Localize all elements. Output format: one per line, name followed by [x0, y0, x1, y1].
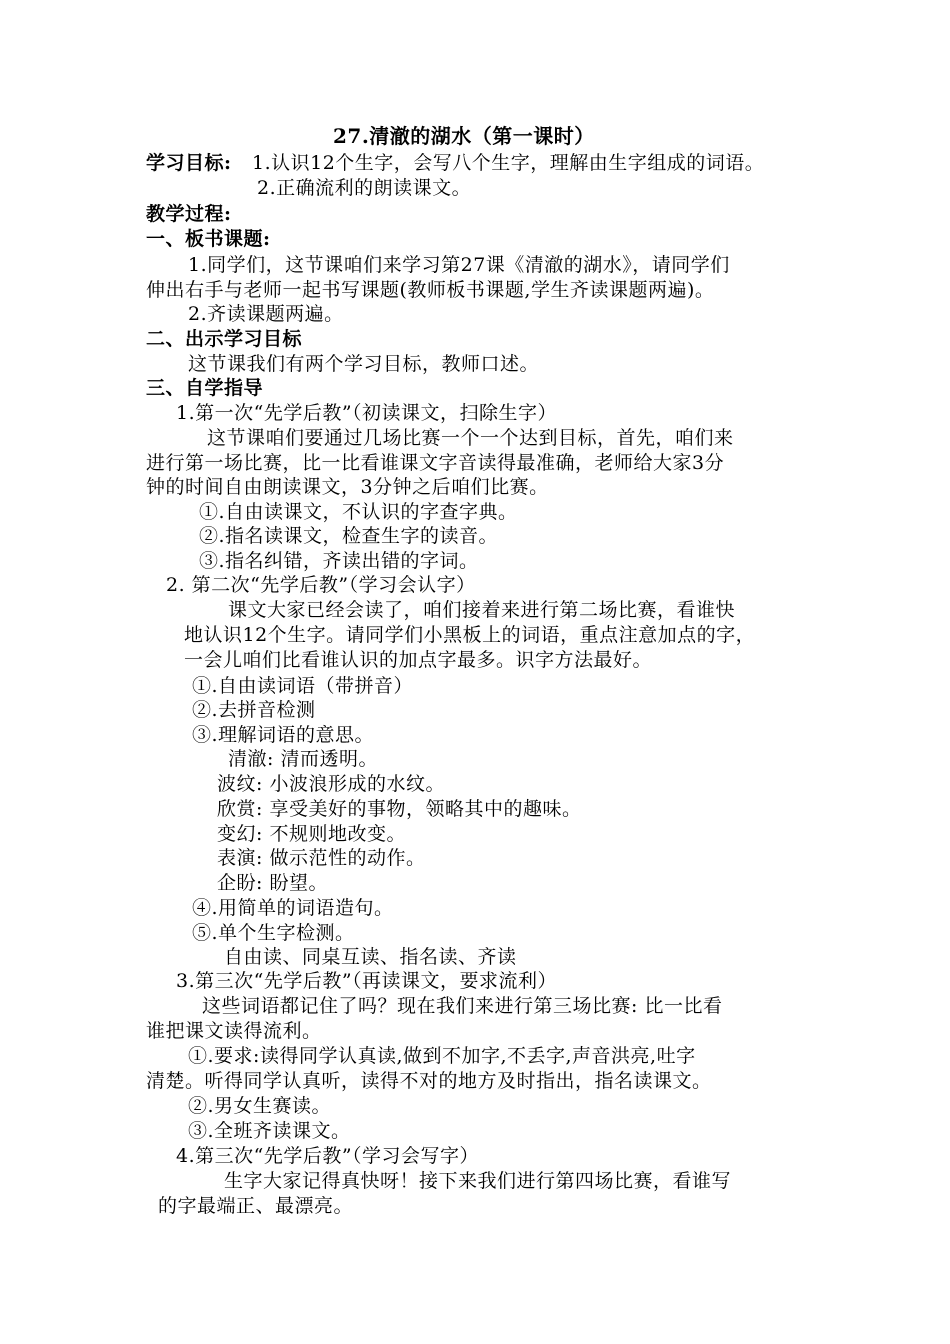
section-2-text: 这节课我们有两个学习目标，教师口述。	[188, 353, 540, 375]
step-1-item: ①.自由读课文，不认识的字查字典。	[199, 501, 518, 523]
section-2-heading: 二、出示学习目标	[146, 328, 303, 350]
step-2-paragraph-line: 一会儿咱们比看谁认识的加点字最多。识字方法最好。	[184, 649, 653, 671]
step-3-item: ②.男女生赛读。	[188, 1095, 332, 1117]
section-1-heading: 一、板书课题:	[146, 228, 271, 250]
word-definition: 波纹: 小波浪形成的水纹。	[217, 773, 445, 795]
step-3-item: ①.要求:读得同学认真读,做到不加字,不丢字,声音洪亮,吐字	[188, 1045, 696, 1067]
step-4-paragraph-line: 的字最端正、最漂亮。	[158, 1195, 354, 1217]
step-2-item: ③.理解词语的意思。	[192, 724, 375, 746]
word-definition: 企盼: 盼望。	[217, 872, 328, 894]
step-2-title: 2. 第二次“先学后教”（学习会认字）	[166, 574, 476, 596]
objectives-label: 学习目标:	[146, 152, 232, 174]
section-1-paragraph-line: 1.同学们，这节课咱们来学习第27课《清澈的湖水》，请同学们	[188, 254, 730, 276]
step-3-title: 3.第三次“先学后教”（再读课文，要求流利）	[176, 970, 558, 992]
step-3-item: ③.全班齐读课文。	[188, 1120, 351, 1142]
step-2-item: ⑤.单个生字检测。	[192, 922, 355, 944]
step-4-title: 4.第三次“先学后教”（学习会写字）	[176, 1145, 480, 1167]
step-2-paragraph-line: 课文大家已经会读了，咱们接着来进行第二场比赛，看谁快	[228, 599, 736, 621]
process-label: 教学过程:	[146, 203, 232, 225]
step-3-paragraph-line: 谁把课文读得流利。	[146, 1020, 322, 1042]
step-2-item: ①.自由读词语（带拼音）	[192, 675, 414, 697]
objective-2: 2.正确流利的朗读课文。	[257, 177, 472, 199]
step-1-title: 1.第一次“先学后教”（初读课文，扫除生字）	[176, 402, 558, 424]
word-definition: 变幻: 不规则地改变。	[217, 823, 406, 845]
step-1-paragraph-line: 这节课咱们要通过几场比赛一个一个达到目标，首先，咱们来	[207, 427, 734, 449]
section-1-item: 2.齐读课题两遍。	[188, 303, 344, 325]
word-definition: 表演: 做示范性的动作。	[217, 847, 426, 869]
word-definition: 欣赏: 享受美好的事物，领略其中的趣味。	[217, 798, 582, 820]
step-4-paragraph-line: 生字大家记得真快呀！接下来我们进行第四场比赛，看谁写	[224, 1170, 732, 1192]
step-2-paragraph-line: 地认识12个生字。请同学们小黑板上的词语，重点注意加点的字，	[184, 624, 756, 646]
step-1-paragraph-line: 钟的时间自由朗读课文，3分钟之后咱们比赛。	[146, 476, 549, 498]
section-1-paragraph-line: 伸出右手与老师一起书写课题(教师板书课题,学生齐读课题两遍)。	[146, 279, 715, 301]
step-2-item: ④.用简单的词语造句。	[192, 897, 394, 919]
step-1-item: ③.指名纠错，齐读出错的字词。	[199, 550, 479, 572]
word-definition: 清澈: 清而透明。	[228, 748, 378, 770]
objective-1: 1.认识12个生字，会写八个生字，理解由生字组成的词语。	[252, 152, 765, 174]
doc-title: 27.清澈的湖水（第一课时）	[333, 124, 595, 148]
step-1-paragraph-line: 进行第一场比赛，比一比看谁课文字音读得最准确，老师给大家3分	[146, 452, 725, 474]
step-2-item: ②.去拼音检测	[192, 699, 316, 721]
step-3-item: 清楚。听得同学认真听，读得不对的地方及时指出，指名读课文。	[146, 1070, 712, 1092]
step-3-paragraph-line: 这些词语都记住了吗？现在我们来进行第三场比赛: 比一比看	[202, 995, 723, 1017]
section-3-heading: 三、自学指导	[146, 377, 264, 399]
step-1-item: ②.指名读课文，检查生字的读音。	[199, 525, 499, 547]
step-2-item-detail: 自由读、同桌互读、指名读、齐读	[224, 946, 517, 968]
